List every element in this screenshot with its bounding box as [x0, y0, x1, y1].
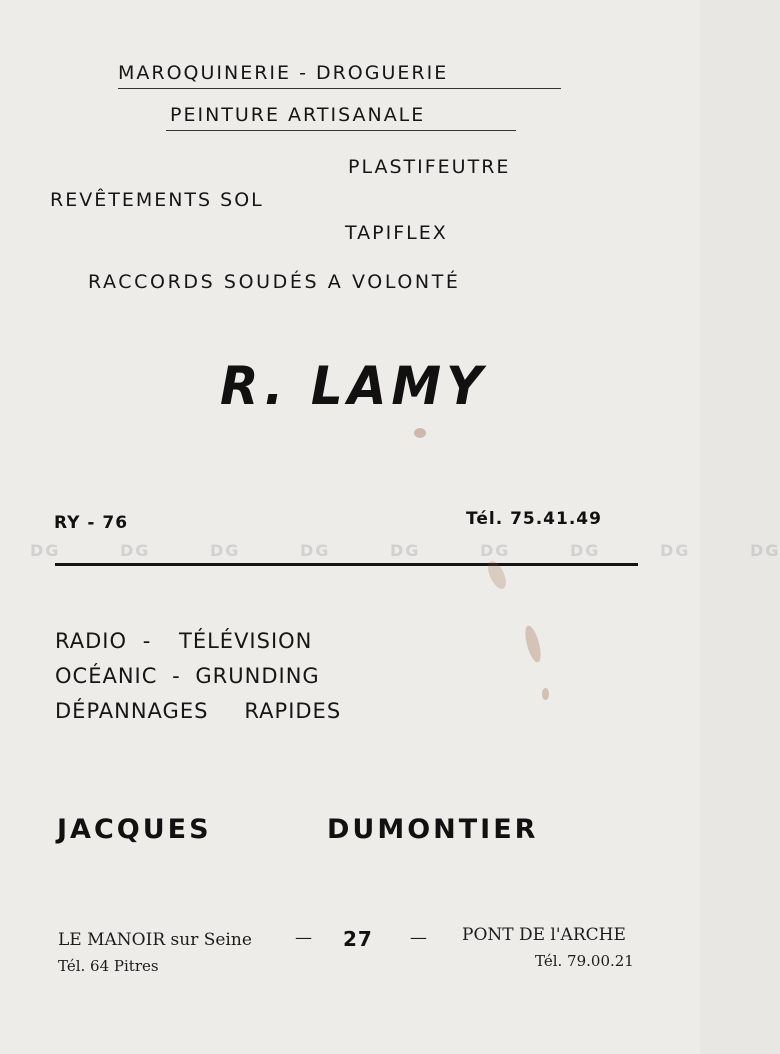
business-name-dumontier-first: JACQUES — [57, 814, 212, 845]
radio-line-3: DÉPANNAGES RAPIDES — [55, 699, 342, 723]
header-raccords: RACCORDS SOUDÉS A VOLONTÉ — [88, 271, 461, 293]
footer-left-telephone: Tél. 64 Pitres — [58, 957, 159, 975]
header-tapiflex: TAPIFLEX — [345, 222, 448, 244]
lamy-code: RY - 76 — [54, 513, 129, 533]
header-line-peinture: PEINTURE ARTISANALE — [170, 104, 426, 126]
paper-stain — [414, 428, 426, 438]
business-name-dumontier-last: DUMONTIER — [327, 814, 539, 845]
paper-stain — [522, 624, 543, 664]
header-revetements-sol: REVÊTEMENTS SOL — [50, 189, 264, 211]
paper-stain — [542, 688, 549, 700]
radio-line-1: RADIO - TÉLÉVISION — [55, 629, 313, 653]
footer-right-telephone: Tél. 79.00.21 — [535, 952, 634, 970]
header-line2-underline — [166, 130, 516, 131]
page-number: 27 — [343, 927, 373, 951]
business-name-lamy: R. LAMY — [220, 355, 488, 417]
footer-dash-right: — — [410, 928, 427, 948]
radio-line-2: OCÉANIC - GRUNDING — [55, 664, 320, 688]
footer-dash-left: — — [295, 928, 312, 948]
footer-left-place: LE MANOIR sur Seine — [58, 930, 252, 950]
section-divider — [55, 563, 638, 566]
watermark-row: DG DG DG DG DG DG DG DG DG — [30, 541, 780, 560]
header-plastifeutre: PLASTIFEUTRE — [348, 156, 511, 178]
header-line-maroquinerie: MAROQUINERIE - DROGUERIE — [118, 62, 449, 84]
lamy-telephone: Tél. 75.41.49 — [466, 509, 602, 529]
header-line1-underline — [118, 88, 561, 89]
footer-right-place: PONT DE l'ARCHE — [462, 925, 626, 945]
